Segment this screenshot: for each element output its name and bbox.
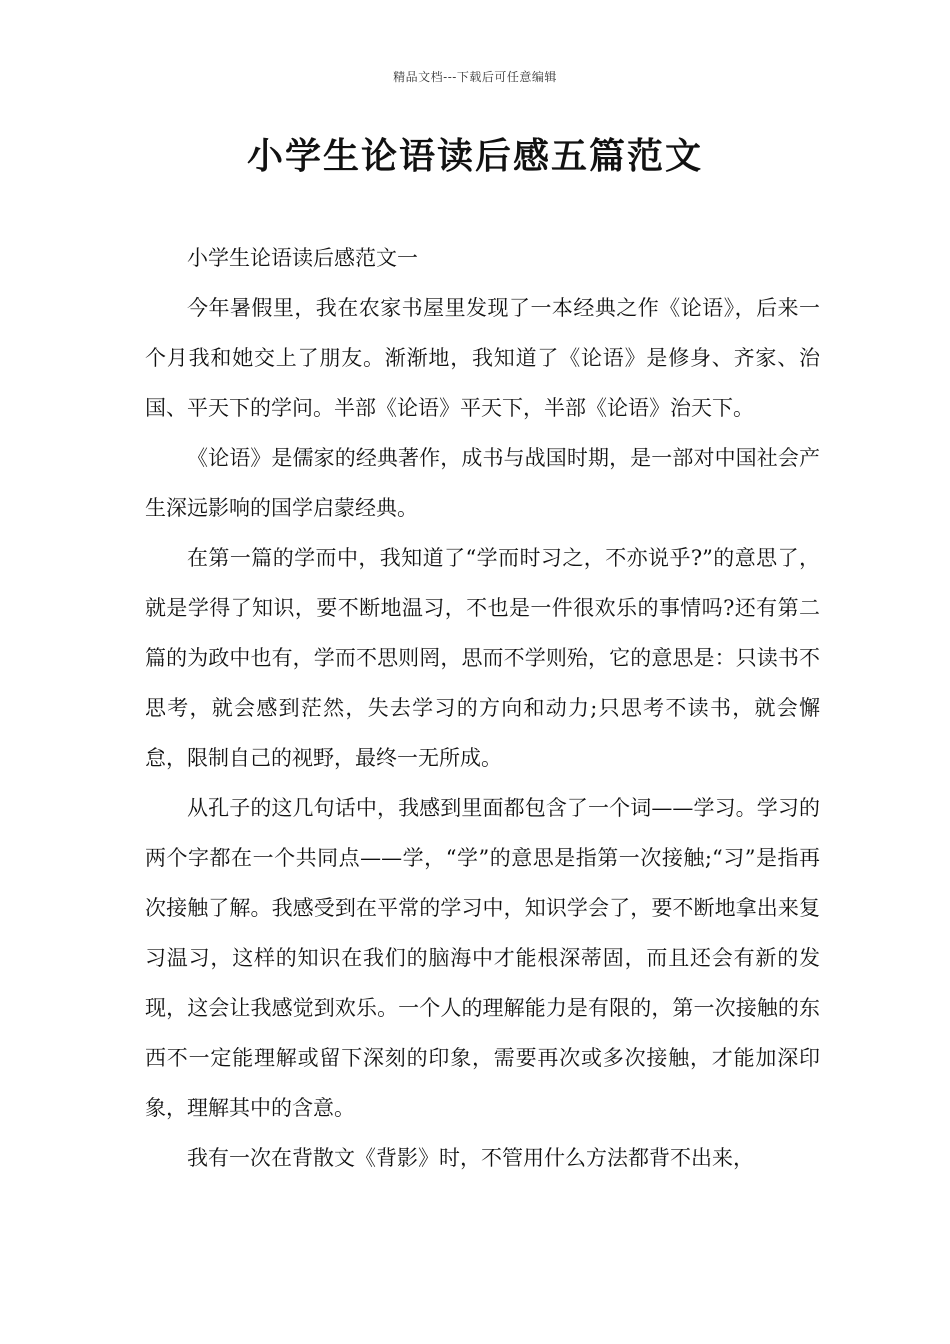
section-heading: 小学生论语读后感范文一 <box>187 246 418 270</box>
document-title: 小学生论语读后感五篇范文 <box>246 135 703 177</box>
paragraph: 在第一篇的学而中，我知道了“学而时习之，不亦说乎?”的意思了，就是学得了知识，要不断地温习，不也是一件很欢乐的事情吗?还有第二篇的为政中也有，学而不思则罔，思而不学则殆，它的意思是：只读书不思考，就会感到茫然，失去学习的方向和动力;只思考不读书，就会懈怠，限制自己的视野，最终一无所成。 <box>145 546 820 770</box>
paragraph: 《论语》是儒家的经典著作，成书与战国时期，是一部对中国社会产生深远影响的国学启蒙经典。 <box>145 446 820 520</box>
header-note: 精品文档---下载后可任意编辑 <box>393 70 557 84</box>
document-body <box>145 233 820 1183</box>
paragraph: 从孔子的这几句话中，我感到里面都包含了一个词——学习。学习的两个字都在一个共同点——学，“学”的意思是指第一次接触;“习”是指再次接触了解。我感受到在平常的学习中，知识学会了，要不断地拿出来复习温习，这样的知识在我们的脑海中才能根深蒂固，而且还会有新的发现，这会让我感觉到欢乐。一个人的理解能力是有限的，第一次接触的东西不一定能理解或留下深刻的印象，需要再次或多次接触，才能加深印象，理解其中的含意。 <box>145 796 820 1120</box>
paragraph: 我有一次在背散文《背影》时，不管用什么方法都背不出来， <box>187 1146 754 1170</box>
paragraph: 今年暑假里，我在农家书屋里发现了一本经典之作《论语》，后来一个月我和她交上了朋友。渐渐地，我知道了《论语》是修身、齐家、治国、平天下的学问。半部《论语》平天下，半部《论语》治天下。 <box>145 296 820 420</box>
